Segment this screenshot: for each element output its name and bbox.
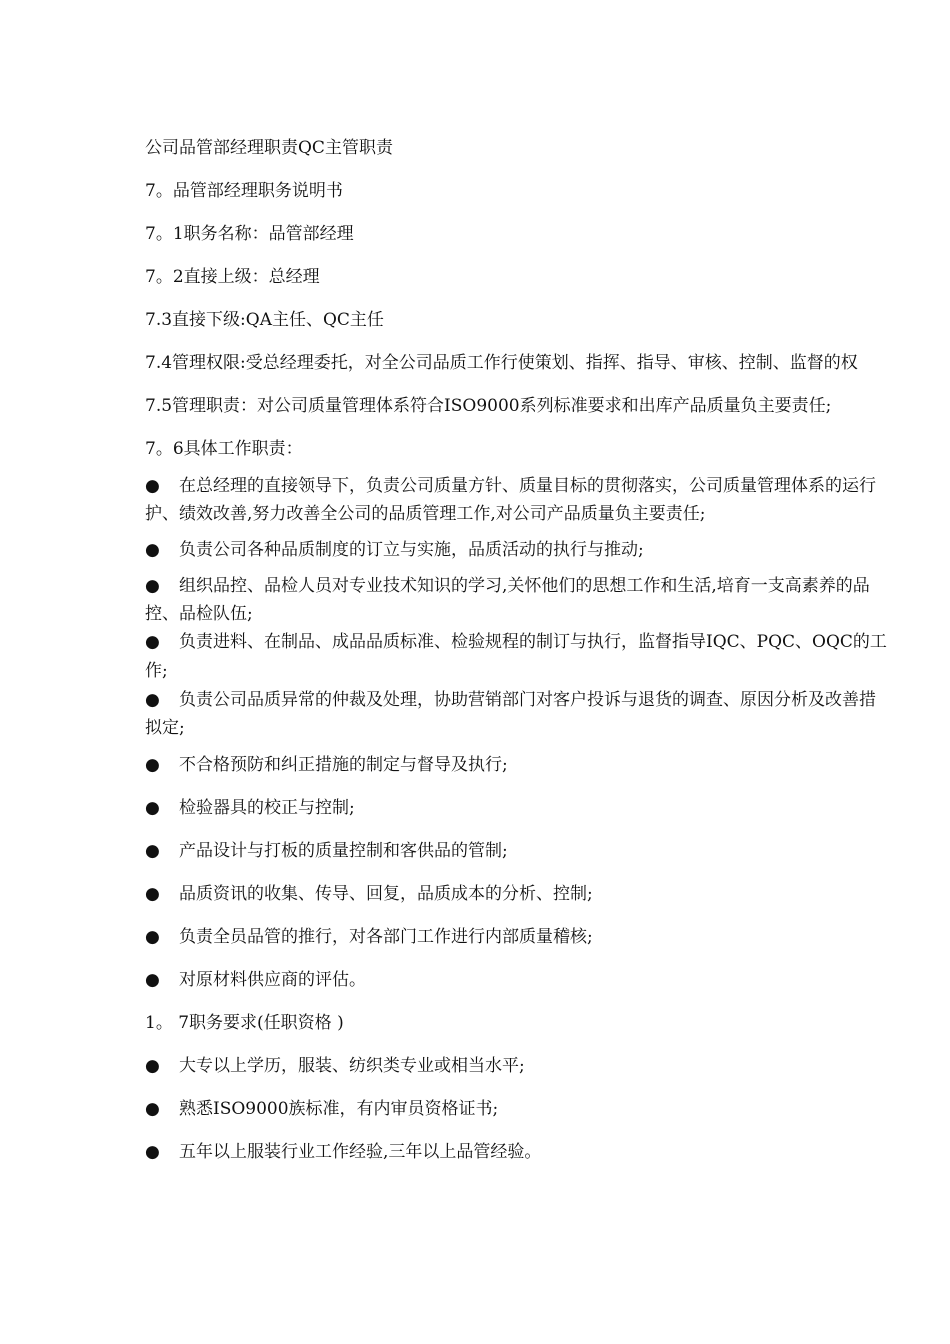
section-heading: 7。品管部经理职务说明书 [145,181,343,201]
duty-text: 在总经理的直接领导下，负责公司质量方针、质量目标的贯彻落实，公司质量管理体系的运行 [179,476,876,496]
requirement-text: 五年以上服装行业工作经验,三年以上品管经验。 [179,1142,542,1162]
duty-text: 负责进料、在制品、成品品质标准、检验规程的制订与执行，监督指导IQC、PQC、OQC的工 [179,632,887,652]
bullet-icon: ● [145,476,160,496]
duty-text: 检验器具的校正与控制; [179,798,355,818]
duty-item [145,631,887,653]
duty-continuation: 拟定; [145,718,185,738]
duty-item [145,575,870,597]
item-management-authority: 7.4管理权限:受总经理委托，对全公司品质工作行使策划、指挥、指导、审核、控制、监督的权 [145,353,858,373]
duty-text: 对原材料供应商的评估。 [179,970,366,990]
duty-item [145,754,508,776]
document-title: 公司品管部经理职责QC主管职责 [145,138,393,158]
bullet-icon: ● [145,1142,160,1162]
item-direct-superior: 7。2直接上级：总经理 [145,267,320,287]
duty-item [145,840,508,862]
bullet-icon: ● [145,540,160,560]
duty-continuation: 作; [145,661,168,681]
duty-text: 不合格预防和纠正措施的制定与督导及执行; [179,755,508,775]
requirements-heading: 1。 7职务要求(任职资格 ) [145,1013,344,1033]
duty-continuation: 护、绩效改善,努力改善全公司的品质管理工作,对公司产品质量负主要责任; [145,504,706,524]
bullet-icon: ● [145,755,160,775]
duty-continuation: 控、品检队伍; [145,604,253,624]
duty-text: 负责公司各种品质制度的订立与实施，品质活动的执行与推动; [179,540,644,560]
item-specific-duties-heading: 7。6具体工作职责： [145,439,303,459]
bullet-icon: ● [145,1056,160,1076]
bullet-icon: ● [145,841,160,861]
item-direct-subordinates: 7.3直接下级:QA主任、QC主任 [145,310,384,330]
duty-text: 组织品控、品检人员对专业技术知识的学习,关怀他们的思想工作和生活,培育一支高素养的品 [179,576,870,596]
duty-item [145,689,876,711]
duty-item [145,539,644,561]
bullet-icon: ● [145,970,160,990]
duty-text: 负责公司品质异常的仲裁及处理，协助营销部门对客户投诉与退货的调查、原因分析及改善措 [179,690,876,710]
bullet-icon: ● [145,690,160,710]
duty-text: 产品设计与打板的质量控制和客供品的管制; [179,841,508,861]
duty-item [145,883,593,905]
requirement-text: 熟悉ISO9000族标准，有内审员资格证书; [179,1099,499,1119]
duty-item [145,926,593,948]
bullet-icon: ● [145,798,160,818]
item-job-title: 7。1职务名称：品管部经理 [145,224,354,244]
duty-item [145,969,366,991]
requirement-item [145,1098,498,1120]
bullet-icon: ● [145,632,160,652]
duty-item [145,475,876,497]
duty-text: 负责全员品管的推行，对各部门工作进行内部质量稽核; [179,927,593,947]
bullet-icon: ● [145,1099,160,1119]
bullet-icon: ● [145,576,160,596]
requirement-item [145,1141,541,1163]
requirement-item [145,1055,525,1077]
duty-item [145,797,355,819]
requirement-text: 大专以上学历，服装、纺织类专业或相当水平; [179,1056,525,1076]
bullet-icon: ● [145,884,160,904]
bullet-icon: ● [145,927,160,947]
duty-text: 品质资讯的收集、传导、回复，品质成本的分析、控制; [179,884,593,904]
item-management-responsibility: 7.5管理职责：对公司质量管理体系符合ISO9000系列标准要求和出库产品质量负主要责任; [145,396,832,416]
